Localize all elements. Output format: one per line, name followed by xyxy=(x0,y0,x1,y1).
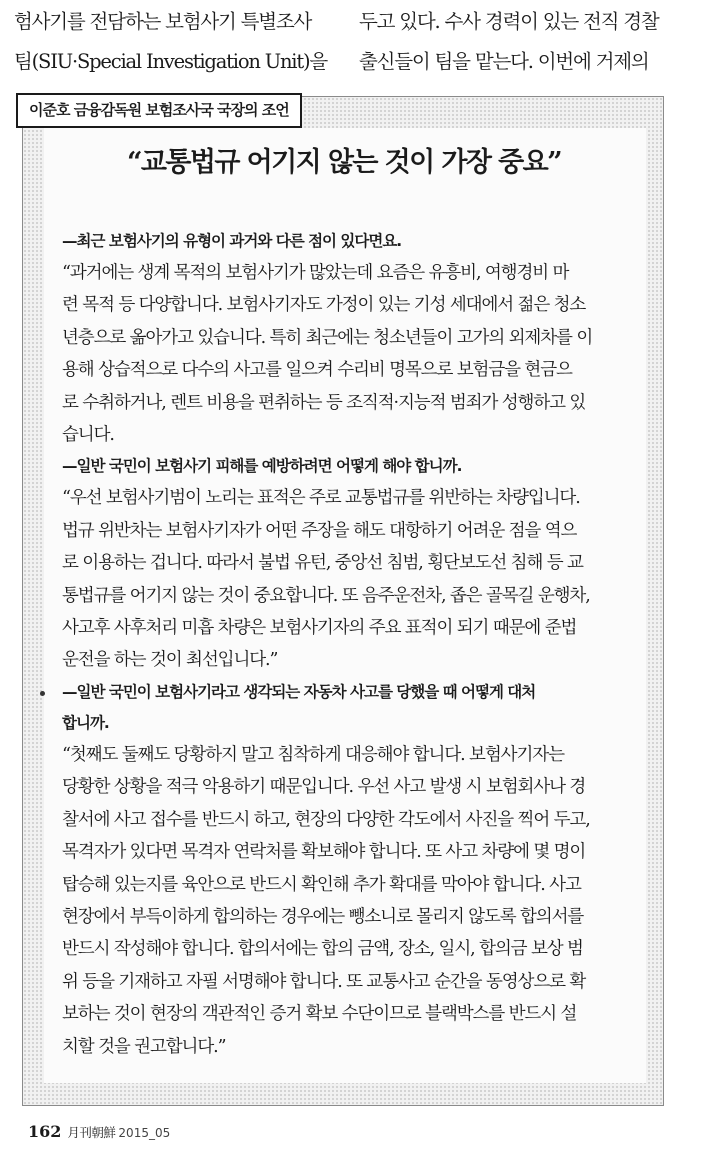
interview-tag: 이준호 금융감독원 보험조사국 국장의 조언 xyxy=(16,93,302,128)
interview-body xyxy=(62,226,647,1063)
answer-line: 용해 상습적으로 다수의 사고를 일으켜 수리비 명목으로 보험금을 현금으 xyxy=(62,360,572,381)
answer-line: 반드시 작성해야 합니다. 합의서에는 합의 금액, 장소, 일시, 합의금 보상 범 xyxy=(62,939,583,960)
answer-line: 로 이용하는 겁니다. 따라서 불법 유턴, 중앙선 침범, 횡단보도선 침해 등 교 xyxy=(62,553,583,574)
magazine-name: 月刊朝鮮 xyxy=(67,1125,116,1140)
page-footer xyxy=(28,1122,170,1141)
text-line: 출신들이 팀을 맡는다. 이번에 거제의 xyxy=(359,50,649,73)
bullet-dot xyxy=(40,691,45,696)
answer-line: 로 수취하거나, 렌트 비용을 편취하는 등 조직적·지능적 범죄가 성행하고 있 xyxy=(62,392,586,413)
answer-line: 보하는 것이 현장의 객관적인 증거 확보 수단이므로 블랙박스를 반드시 설 xyxy=(62,1004,577,1025)
answer-line: 현장에서 부득이하게 합의하는 경우에는 뺑소니로 몰리지 않도록 합의서를 xyxy=(62,906,584,927)
answer-line: “첫째도 둘째도 당황하지 말고 침착하게 대응해야 합니다. 보험사기자는 xyxy=(62,744,564,765)
answer-line: “과거에는 생계 목적의 보험사기가 많았는데 요즘은 유흥비, 여행경비 마 xyxy=(62,263,569,283)
answer-line: 운전을 하는 것이 최선입니다.” xyxy=(62,650,278,671)
answer-line: 목격자가 있다면 목격자 연락처를 확보해야 합니다. 또 사고 차량에 몇 명이 xyxy=(62,842,586,863)
answer-line: 법규 위반차는 보험사기자가 어떤 주장을 해도 대항하기 어려운 점을 역으 xyxy=(62,520,577,541)
headline: “교통법규 어기지 않는 것이 가장 중요” xyxy=(126,147,562,178)
answer-line: 습니다. xyxy=(62,425,114,446)
answer-line: 위 등을 기재하고 자필 서명해야 합니다. 또 교통사고 순간을 동영상으로 확 xyxy=(62,971,586,992)
text-line: 두고 있다. 수사 경력이 있는 전직 경찰 xyxy=(359,10,659,33)
answer-line: 탑승해 있는지를 육안으로 반드시 확인해 추가 확대를 막아야 합니다. 사고 xyxy=(62,874,581,895)
page-number: 162 xyxy=(28,1122,62,1141)
left-column xyxy=(14,2,344,82)
answer-line: 당황한 상황을 적극 악용하기 때문입니다. 우선 사고 발생 시 보험회사나 경 xyxy=(62,777,586,798)
question-1: —최근 보험사기의 유형이 과거와 다른 점이 있다면요. xyxy=(62,232,402,250)
answer-line: 찰서에 사고 접수를 반드시 하고, 현장의 다양한 각도에서 사진을 찍어 두고, xyxy=(62,809,590,830)
text-line: 험사기를 전담하는 보험사기 특별조사 xyxy=(14,10,312,33)
answer-line: 련 목적 등 다양합니다. 보험사기자도 가정이 있는 기성 세대에서 젊은 청소 xyxy=(62,295,586,316)
preceding-article-text xyxy=(14,0,694,80)
question-2: —일반 국민이 보험사기 피해를 예방하려면 어떻게 해야 합니까. xyxy=(62,457,462,476)
issue-label: 2015_05 xyxy=(118,1126,171,1140)
answer-line: “우선 보험사기범이 노리는 표적은 주로 교통법규를 위반하는 차량입니다. xyxy=(62,488,580,509)
answer-line: 통법규를 어기지 않는 것이 중요합니다. 또 음주운전차, 좁은 골목길 운행차, xyxy=(62,585,590,606)
answer-line: 사고후 사후처리 미흡 차량은 보험사기자의 주요 표적이 되기 때문에 준법 xyxy=(62,618,577,639)
right-column xyxy=(359,2,689,82)
question-3-cont: 합니까. xyxy=(62,713,109,732)
answer-line: 치할 것을 권고합니다.” xyxy=(62,1036,226,1057)
answer-line: 년층으로 옮아가고 있습니다. 특히 최근에는 청소년들이 고가의 외제차를 이 xyxy=(62,327,593,348)
text-line: 팀(SIU·Special Investigation Unit)을 xyxy=(14,50,328,73)
question-3: —일반 국민이 보험사기라고 생각되는 자동차 사고를 당했을 때 어떻게 대처 xyxy=(62,682,536,701)
